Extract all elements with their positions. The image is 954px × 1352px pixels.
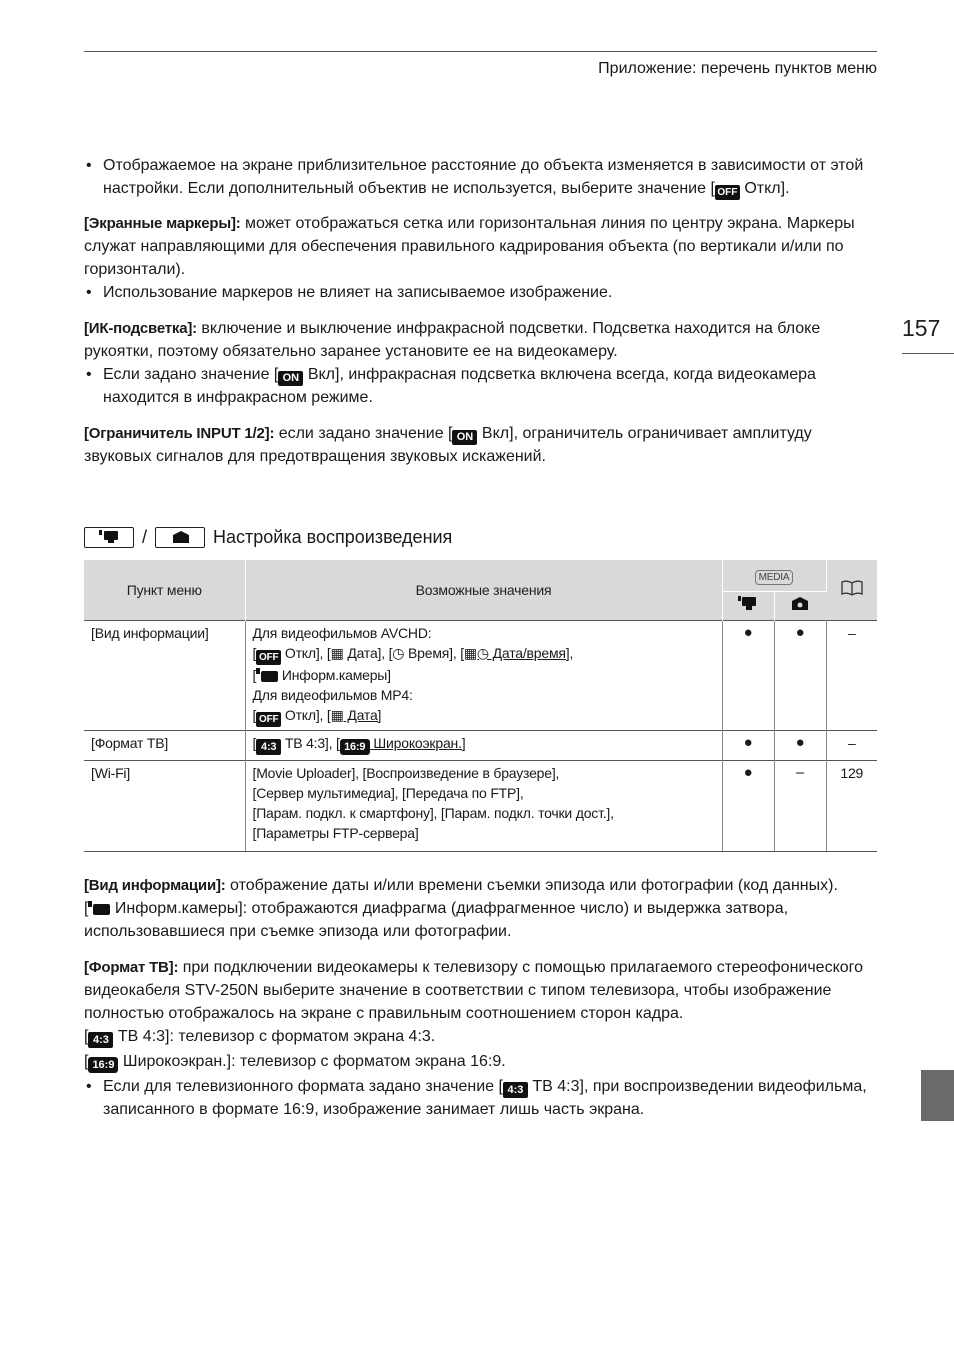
tv-term: [Формат ТВ]: xyxy=(84,959,179,976)
off-icon: OFF xyxy=(256,650,281,665)
date-time-icon: ▦◷ xyxy=(463,644,489,661)
header-media xyxy=(722,560,826,591)
header-item: Пункт меню xyxy=(84,560,245,620)
row-item: [Вид информации] xyxy=(84,620,245,730)
row-photo-mark: ● xyxy=(774,730,826,760)
info-paragraph: [Вид информации]: отображение даты и/или времени съемки эпизода или фотографии (код данных). xyxy=(84,877,838,894)
tv-4-3-line: [ 4:3 ТВ 4:3]: телевизор с форматом экрана 4:3. xyxy=(84,1028,436,1046)
row-values: [ 4:3 ТВ 4:3], [ 16:9 Широкоэкран.] xyxy=(245,730,722,760)
aspect-4-3-icon: 4:3 xyxy=(256,739,281,755)
aspect-4-3-icon: 4:3 xyxy=(503,1082,528,1098)
date-icon: ▦ xyxy=(330,644,344,661)
menu-table xyxy=(84,560,877,852)
info-term: [Вид информации]: xyxy=(84,877,226,894)
row-item: [Формат ТВ] xyxy=(84,730,245,760)
row-movie-mark: ● xyxy=(722,730,774,760)
row-photo-mark: – xyxy=(774,760,826,851)
tv-16-9-line: [ 16:9 Широкоэкран.]: телевизор с форматом экрана 16:9. xyxy=(84,1053,506,1071)
row-movie-mark: ● xyxy=(722,760,774,851)
movie-mode-icon xyxy=(84,527,134,548)
table-row xyxy=(84,620,877,730)
lower-content xyxy=(84,874,877,1121)
row-item: [Wi-Fi] xyxy=(84,760,245,851)
header-title: Приложение: перечень пунктов меню xyxy=(598,60,877,77)
section-title: Настройка воспроизведения xyxy=(213,526,453,547)
row-reference: – xyxy=(826,730,877,760)
row-values: Для видеофильмов AVCHD: [ OFF Откл], [▦ Дата], [◷ Время], [▦◷ Дата/время], [ Информ.камеры] Для видеофильмов MP4: [ OFF Откл], [▦ Дата] xyxy=(245,620,722,730)
table-row xyxy=(84,730,877,760)
header-rule xyxy=(84,51,877,52)
ir-note: • Если задано значение [ ON Вкл], инфракрасная подсветка включена всегда, когда видеокамера находится в инфракрасном режиме. xyxy=(84,363,877,409)
off-icon: OFF xyxy=(715,185,740,200)
limiter-term: [Ограничитель INPUT 1/2]: xyxy=(84,425,275,442)
photo-mode-icon xyxy=(155,527,205,548)
ir-term: [ИК-подсветка]: xyxy=(84,320,197,337)
markers-note: • Использование маркеров не влияет на записываемое изображение. xyxy=(84,281,877,304)
markers-term: [Экранные маркеры]: xyxy=(84,215,241,232)
tv-paragraph: [Формат ТВ]: при подключении видеокамеры к телевизору с помощью прилагаемого стереофонического видеокабеля STV-250N выберите значение в соответствии с типом телевизора, чтобы изображение полностью отображалось на экране с правильным соотношением сторон кадра. xyxy=(84,959,864,1022)
tv-note: • Если для телевизионного формата задано значение [ 4:3 ТВ 4:3], при воспроизведении видеофильма, записанного в формате 16:9, изображение занимает лишь часть экрана. xyxy=(84,1075,877,1121)
on-icon: ON xyxy=(452,430,477,445)
row-reference: – xyxy=(826,620,877,730)
off-icon: OFF xyxy=(256,712,281,727)
row-reference: 129 xyxy=(826,760,877,851)
date-icon: ▦ xyxy=(330,706,344,723)
row-photo-mark: ● xyxy=(774,620,826,730)
page-number-rule xyxy=(902,353,954,354)
on-icon: ON xyxy=(278,371,303,386)
row-movie-mark: ● xyxy=(722,620,774,730)
header-movie-icon xyxy=(722,591,774,620)
aspect-16-9-icon: 16:9 xyxy=(88,1057,118,1073)
page-number: 157 xyxy=(902,315,941,341)
media-badge: MEDIA xyxy=(755,570,794,585)
chapter-tab xyxy=(921,1070,954,1121)
camera-data-icon xyxy=(256,668,278,682)
camera-data-paragraph: [ Информ.камеры]: отображаются диафрагма (диафрагменное число) и выдержка затвора, использовавшиеся при съемке эпизода или фотографии. xyxy=(84,900,789,940)
aspect-4-3-icon: 4:3 xyxy=(88,1032,113,1048)
section-heading: / Настройка воспроизведения xyxy=(84,525,452,549)
upper-content xyxy=(84,154,877,468)
header-reference xyxy=(826,560,877,620)
camera-data-icon xyxy=(88,901,110,915)
book-icon xyxy=(841,580,863,596)
limiter-paragraph: [Ограничитель INPUT 1/2]: если задано значение [ ON Вкл], ограничитель ограничивает амплитуду звуковых сигналов для предотвращения звуковых искажений. xyxy=(84,425,812,465)
ir-paragraph: [ИК-подсветка]: включение и выключение инфракрасной подсветки. Подсветка находится на блоке рукоятки, поэтому обязательно заранее установите ее на видеокамеру. xyxy=(84,320,821,360)
markers-paragraph: [Экранные маркеры]: может отображаться сетка или горизонтальная линия по центру экрана. Маркеры служат направляющими для обеспечения правильного кадрирования объекта (по вертикали и/или по горизонтали). xyxy=(84,215,855,278)
row-values: [Movie Uploader], [Воспроизведение в браузере], [Сервер мультимедиа], [Передача по FTP], [Парам. подкл. к смартфону], [Парам. подкл. точки дост.], [Параметры FTP-сервера] xyxy=(245,760,722,851)
header-values: Возможные значения xyxy=(245,560,722,620)
table-row xyxy=(84,760,877,851)
clock-icon: ◷ xyxy=(392,644,405,661)
header-photo-icon xyxy=(774,591,826,620)
aspect-16-9-icon: 16:9 xyxy=(340,739,370,755)
distance-note: • Отображаемое на экране приблизительное расстояние до объекта изменяется в зависимости от этой настройки. Если дополнительный объектив не используется, выберите значение [ OFF Откл]. xyxy=(84,154,877,200)
